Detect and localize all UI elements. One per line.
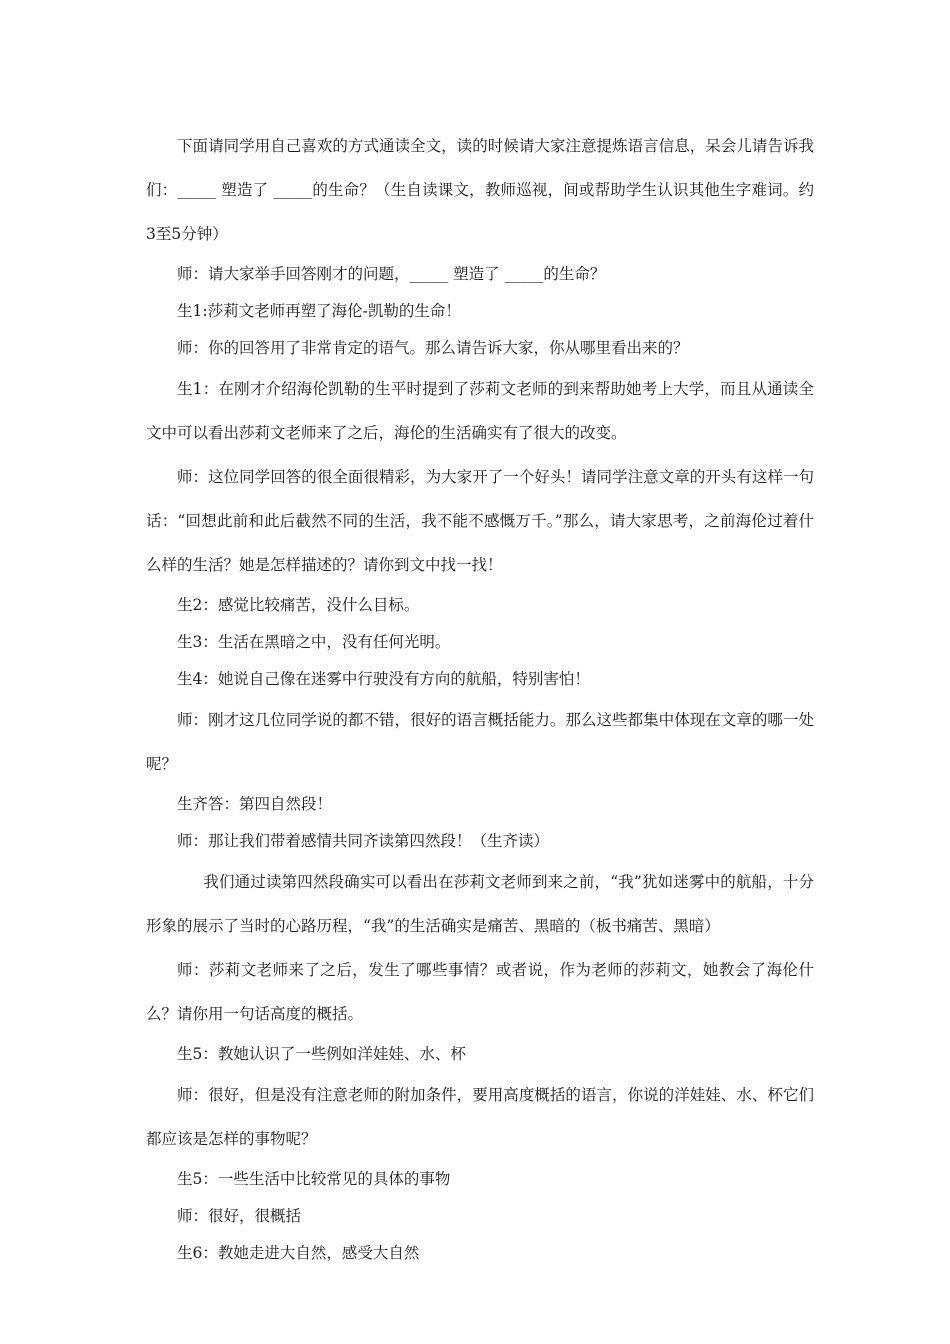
paragraph-student4: 生4：她说自己像在迷雾中行驶没有方向的航船，特别害怕！ <box>177 670 590 688</box>
paragraph-student3: 生3：生活在黑暗之中，没有任何光明。 <box>177 633 451 651</box>
paragraph-teacher-question: 师：请大家举手回答刚才的问题，_____ 塑造了 _____的生命？ <box>177 265 606 283</box>
paragraph-teacher-read: 师：那让我们带着感情共同齐读第四然段！（生齐读） <box>177 832 550 850</box>
document-body <box>146 124 814 1272</box>
paragraph-reading-analysis: 我们通过读第四然段确实可以看出在莎莉文老师到来之前，“我”犹如迷雾中的航船，十分形象的展示了当时的心路历程，“我”的生活确实是痛苦、黑暗的（板书痛苦、黑暗） <box>146 873 814 935</box>
paragraph-student1-explain: 生1：在刚才介绍海伦凯勒的生平时提到了莎莉文老师的到来帮助她考上大学，而且从通读全文中可以看出莎莉文老师来了之后，海伦的生活确实有了很大的改变。 <box>146 380 814 442</box>
paragraph-student5: 生5：教她认识了一些例如洋娃娃、水、杯 <box>177 1045 466 1063</box>
paragraph-teacher-after: 师：莎莉文老师来了之后，发生了哪些事情？或者说，作为老师的莎莉文，她教会了海伦什么？请你用一句话高度的概括。 <box>146 961 814 1023</box>
paragraph-teacher-condition: 师：很好，但是没有注意老师的附加条件，要用高度概括的语言，你说的洋娃娃、水、杯它们都应该是怎样的事物呢？ <box>146 1086 814 1148</box>
paragraph-teacher-good: 师：很好，很概括 <box>177 1207 302 1225</box>
paragraph-student6: 生6：教她走进大自然，感受大自然 <box>177 1244 420 1262</box>
paragraph-teacher-followup: 师：你的回答用了非常肯定的语气。那么请告诉大家，你从哪里看出来的？ <box>177 339 689 357</box>
paragraph-student2: 生2：感觉比较痛苦，没什么目标。 <box>177 596 420 614</box>
paragraph-all-students: 生齐答：第四自然段！ <box>177 795 333 813</box>
paragraph-student1-answer: 生1:莎莉文老师再塑了海伦-凯勒的生命！ <box>177 302 461 320</box>
paragraph-teacher-praise: 师：这位同学回答的很全面很精彩，为大家开了一个好头！请同学注意文章的开头有这样一句话：“回想此前和此后截然不同的生活，我不能不感慨万千。”那么，请大家思考，之前海伦过着什么样的生活？她是怎样描述的？请你到文中找一找！ <box>146 468 814 574</box>
paragraph-intro: 下面请同学用自己喜欢的方式通读全文，读的时候请大家注意提炼语言信息，呆会儿请告诉我们：_____ 塑造了 _____的生命？（生自读课文，教师巡视，间或帮助学生认识其他生字难词。约3至5分钟） <box>146 137 814 243</box>
paragraph-student5-again: 生5：一些生活中比较常见的具体的事物 <box>177 1170 451 1188</box>
paragraph-teacher-summary: 师：刚才这几位同学说的都不错，很好的语言概括能力。那么这些都集中体现在文章的哪一处呢？ <box>146 711 814 773</box>
